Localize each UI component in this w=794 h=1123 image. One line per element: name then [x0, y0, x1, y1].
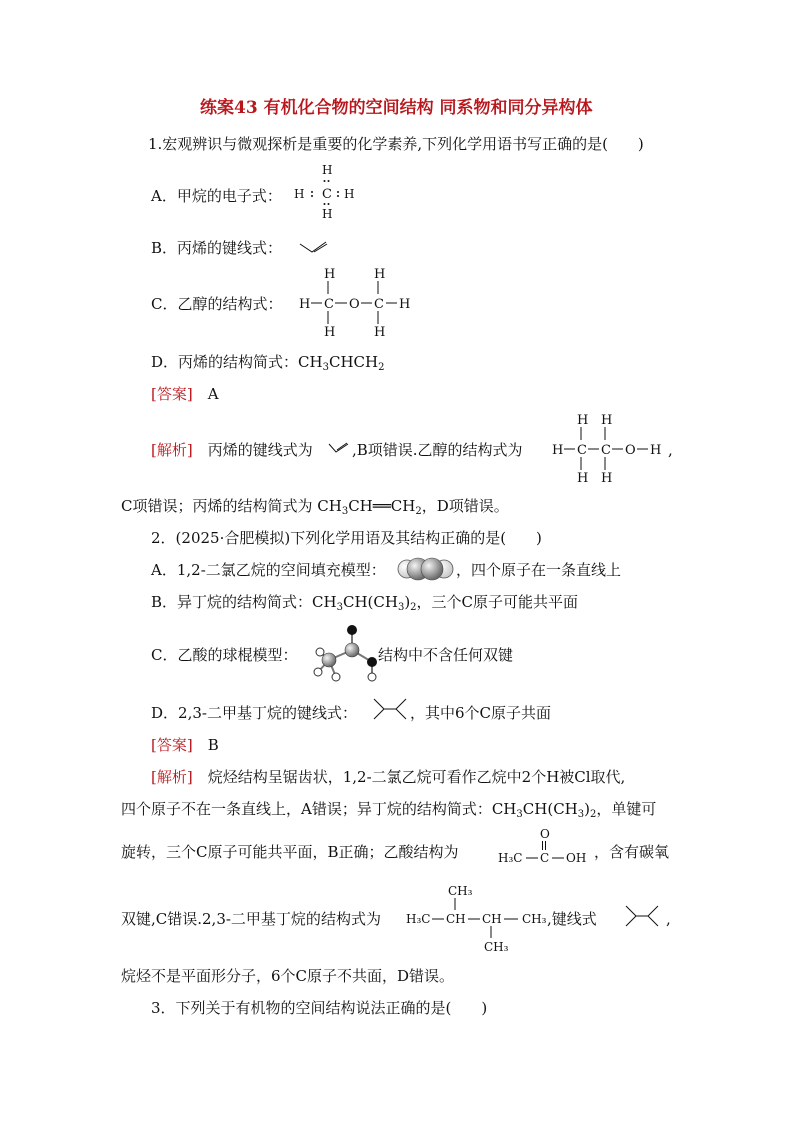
- question-2-stem: 2．(2025·合肥模拟)下列化学用语及其结构正确的是( ): [151, 529, 542, 547]
- q2-option-b: B．异丁烷的结构简式：$CH_3CH(CH_3)_2$，三个C原子可能共平面: [151, 593, 579, 613]
- q1-analysis-line-1b: ,B项错误.乙醇的结构式为: [352, 441, 523, 459]
- svg-text:C: C: [322, 187, 332, 202]
- svg-text:C: C: [324, 297, 334, 312]
- svg-text:CH: CH: [446, 912, 466, 926]
- svg-text:O: O: [540, 827, 550, 841]
- q1-analysis-line-1: [解析] 丙烯的键线式为: [151, 441, 313, 459]
- svg-text:H: H: [601, 471, 613, 486]
- propene-skeletal-formula-2: [328, 442, 350, 454]
- svg-text:H: H: [324, 325, 336, 340]
- q1-option-b: B．丙烯的键线式：: [151, 239, 283, 257]
- svg-text:CH₃: CH₃: [448, 884, 473, 898]
- svg-text:H: H: [299, 297, 311, 312]
- q2-analysis-line-3b: ，含有碳氧: [594, 843, 670, 861]
- q2-option-c: C．乙酸的球棍模型：: [151, 646, 298, 664]
- svg-text:O: O: [625, 443, 636, 458]
- svg-text:H₃C: H₃C: [406, 912, 431, 926]
- q2-option-d: D．2,3-二甲基丁烷的键线式：: [151, 704, 357, 722]
- q1-option-a: A．甲烷的电子式：: [151, 187, 282, 205]
- svg-text:H: H: [399, 297, 411, 312]
- q1-option-d: D．丙烯的结构简式：$CH_3CHCH_2$: [151, 353, 385, 373]
- svg-text:H: H: [552, 443, 564, 458]
- question-1-stem: 1.宏观辨识与微观探析是重要的化学素养,下列化学用语书写正确的是( ): [148, 135, 644, 153]
- ethanol-structural-formula-2: [550, 412, 670, 486]
- svg-text:H₃C: H₃C: [498, 851, 523, 865]
- svg-text:H: H: [601, 413, 613, 428]
- q1-analysis-line-2: C项错误；丙烯的结构简式为 $CH_3CH══CH_2$，D项错误。: [121, 497, 509, 517]
- svg-text:H: H: [650, 443, 662, 458]
- q2-analysis-line-1: [解析] 烷烃结构呈锯齿状，1,2-二氯乙烷可看作乙烷中2个H被Cl取代,: [151, 768, 626, 786]
- svg-text:CH₃: CH₃: [484, 940, 509, 954]
- svg-text:H: H: [577, 471, 589, 486]
- q2-analysis-line-4b: ,键线式: [547, 910, 597, 928]
- svg-text:H: H: [344, 187, 355, 201]
- svg-text:C: C: [374, 297, 384, 312]
- propene-skeletal-formula: [298, 238, 332, 254]
- q2-option-a-tail: ，四个原子在一条直线上: [456, 561, 622, 579]
- q2-analysis-line-2: 四个原子不在一条直线上，A错误；异丁烷的结构简式：$CH_3CH(CH_3)_2$，单键可: [121, 800, 657, 820]
- svg-text:O: O: [349, 297, 360, 312]
- dimethylbutane-skeletal-formula-2: [624, 904, 660, 932]
- dimethylbutane-structural-formula: [406, 882, 546, 954]
- ethanol-structural-formula: [296, 266, 416, 340]
- svg-text:CH: CH: [482, 912, 502, 926]
- svg-text:H: H: [294, 187, 305, 201]
- svg-text:H: H: [324, 267, 336, 282]
- q2-option-d-tail: ，其中6个C原子共面: [410, 704, 552, 722]
- dichloroethane-space-filling-model: [397, 556, 457, 582]
- q2-analysis-line-4: 双键,C错误.2,3-二甲基丁烷的结构式为: [121, 910, 381, 928]
- svg-text:H: H: [374, 267, 386, 282]
- q1-option-c: C．乙醇的结构式：: [151, 295, 283, 313]
- page-title: 练案43 有机化合物的空间结构 同系物和同分异构体: [200, 98, 593, 118]
- svg-text:CH₃: CH₃: [522, 912, 547, 926]
- svg-text:H: H: [322, 163, 333, 177]
- acetic-acid-structure: [498, 826, 594, 866]
- svg-text:C: C: [601, 443, 611, 458]
- methane-electron-formula: [290, 162, 360, 228]
- acetic-acid-ball-stick-model: [306, 622, 384, 684]
- q2-answer: [答案] B: [151, 736, 219, 754]
- question-3-stem: 3．下列关于有机物的空间结构说法正确的是( ): [151, 999, 488, 1017]
- svg-text:H: H: [322, 207, 333, 221]
- q2-analysis-comma: ,: [666, 910, 671, 928]
- q2-analysis-line-5: 烷烃不是平面形分子，6个C原子不共面，D错误。: [121, 967, 455, 985]
- q2-option-a: A．1,2-二氯乙烷的空间填充模型：: [151, 561, 386, 579]
- svg-text:H: H: [374, 325, 386, 340]
- svg-text:C: C: [540, 851, 550, 865]
- svg-text:OH: OH: [566, 851, 587, 865]
- svg-text:H: H: [577, 413, 589, 428]
- dimethylbutane-skeletal-formula: [372, 697, 408, 725]
- q1-answer: [答案] A: [151, 385, 219, 403]
- q2-analysis-line-3: 旋转，三个C原子可能共平面，B正确；乙酸结构为: [121, 843, 459, 861]
- q2-option-c-tail: 结构中不含任何双键: [378, 646, 514, 664]
- q1-analysis-comma: ,: [668, 441, 673, 459]
- svg-text:C: C: [577, 443, 587, 458]
